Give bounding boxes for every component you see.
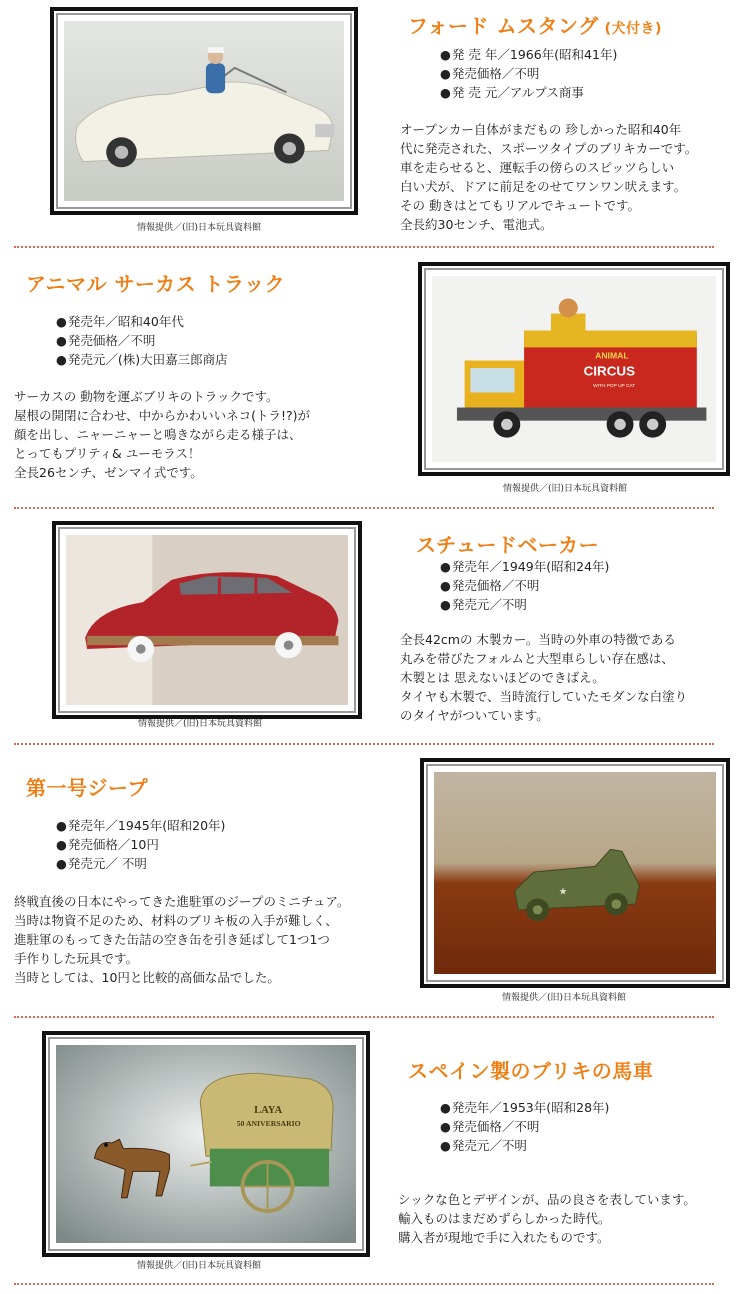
release-year: ● 発売年／昭和40年代 [56, 312, 228, 331]
product-meta-studebaker [440, 557, 609, 614]
desc-line: とってもプリティ& ユーモラス！ [14, 446, 201, 461]
release-maker: ● 発売元／不明 [440, 595, 609, 614]
product-title-circus-truck: アニマル サーカス トラック [26, 272, 286, 296]
product-description-circus-truck [14, 387, 310, 482]
desc-line: のタイヤがついています。 [400, 708, 549, 723]
release-maker: ● 発売元／(株)大田嘉三郎商店 [56, 350, 228, 369]
product-meta-circus-truck [56, 312, 228, 369]
desc-line: オープンカー自体がまだもの 珍しかった昭和40年 [400, 122, 682, 137]
title-suffix: (犬付き) [604, 21, 662, 37]
desc-line: シックな色とデザインが、品の良さを表しています。 [398, 1192, 696, 1207]
release-price: ● 発売価格／10円 [56, 835, 225, 854]
product-photo-frame-jeep [420, 758, 730, 988]
carriage-photo [56, 1045, 356, 1243]
truck-text-animal: ANIMAL [595, 350, 629, 361]
release-price: ● 発売価格／不明 [440, 1117, 609, 1136]
section-divider [14, 1016, 714, 1018]
product-photo-frame-circus-truck [418, 262, 730, 476]
release-year: ● 発 売 年／1966年(昭和41年) [440, 45, 617, 64]
cart-text-laya: LAYA [254, 1104, 283, 1116]
desc-line: 顔を出し、ニャーニャーと鳴きながら走る様子は、 [14, 427, 302, 442]
desc-line: 全長26センチ、ゼンマイ式です。 [14, 465, 203, 480]
desc-line: 代に発売された、スポーツタイプのブリキカーです。 [400, 141, 698, 156]
release-maker: ● 発売元／ 不明 [56, 854, 225, 873]
photo-credit: 情報提供／(旧)日本玩具資料館 [137, 1261, 262, 1271]
release-price: ● 発売価格／不明 [56, 331, 228, 350]
product-meta-carriage [440, 1098, 609, 1155]
release-price: ● 発売価格／不明 [440, 64, 617, 83]
release-year: ● 発売年／1945年(昭和20年) [56, 816, 225, 835]
desc-line: 輸入ものはまだめずらしかった時代。 [398, 1211, 611, 1226]
release-year: ● 発売年／1953年(昭和28年) [440, 1098, 609, 1117]
product-photo-frame-carriage [42, 1031, 370, 1257]
desc-line: その 動きはとてもリアルでキュートです。 [400, 198, 640, 213]
title-text: フォード ムスタング [408, 14, 599, 38]
product-photo-frame-studebaker [52, 521, 362, 719]
desc-line: 購入者が現地で手に入れたものです。 [398, 1230, 610, 1245]
photo-credit: 情報提供／(旧)日本玩具資料館 [502, 993, 627, 1003]
studebaker-photo [66, 535, 348, 705]
product-title-mustang [408, 10, 662, 39]
truck-text-sub: WITH POP UP CAT [593, 383, 636, 389]
section-divider [14, 507, 714, 509]
desc-line: 進駐軍のもってきた缶詰の空き缶を引き延ばして1つ1つ [14, 932, 330, 947]
photo-credit: 情報提供／(旧)日本玩具資料館 [138, 719, 263, 729]
release-year: ● 発売年／1949年(昭和24年) [440, 557, 609, 576]
photo-credit: 情報提供／(旧)日本玩具資料館 [503, 484, 628, 494]
svg-text:★: ★ [558, 886, 568, 898]
photo-credit: 情報提供／(旧)日本玩具資料館 [137, 223, 262, 233]
product-description-jeep [14, 892, 350, 987]
section-divider [14, 1283, 714, 1285]
product-title-jeep: 第一号ジープ [26, 776, 148, 800]
product-meta-jeep [56, 816, 225, 873]
product-photo-frame-mustang [50, 7, 358, 215]
section-divider [14, 246, 714, 248]
product-title-studebaker: スチュードベーカー [416, 533, 600, 557]
desc-line: 全長約30センチ、電池式。 [400, 217, 553, 232]
truck-text-circus: CIRCUS [583, 363, 636, 379]
release-maker: ● 発 売 元／アルプス商事 [440, 83, 617, 102]
cart-text-anniversary: 50 ANIVERSARIO [236, 1119, 301, 1129]
desc-line: タイヤも木製で、当時流行していたモダンな白塗り [400, 689, 688, 704]
desc-line: 当時としては、10円と比較的高価な品でした。 [14, 970, 280, 985]
release-maker: ● 発売元／不明 [440, 1136, 609, 1155]
product-meta-mustang [440, 45, 617, 102]
desc-line: 当時は物資不足のため、材料のブリキ板の入手が難しく、 [14, 913, 338, 928]
mustang-photo [64, 21, 344, 201]
product-description-carriage [398, 1190, 696, 1247]
product-title-carriage: スペイン製のブリキの馬車 [408, 1059, 654, 1083]
desc-line: 車を走らせると、運転手の傍らのスピッツらしい [400, 160, 675, 175]
section-divider [14, 743, 714, 745]
release-price: ● 発売価格／不明 [440, 576, 609, 595]
desc-line: 屋根の開閉に合わせ、中からかわいいネコ(トラ!?)が [14, 408, 311, 423]
product-description-studebaker [400, 630, 687, 725]
desc-line: 手作りした玩具です。 [14, 951, 139, 966]
desc-line: サーカスの 動物を運ぶブリキのトラックです。 [14, 389, 279, 404]
desc-line: 木製とは 思えないほどのできばえ。 [400, 670, 605, 685]
desc-line: 終戦直後の日本にやってきた進駐軍のジープのミニチュア。 [14, 894, 350, 909]
desc-line: 全長42cmの 木製カー。当時の外車の特徴である [400, 632, 676, 647]
jeep-photo [434, 772, 716, 974]
desc-line: 白い犬が、ドアに前足をのせてワンワン吠えます。 [400, 179, 687, 194]
product-description-mustang [400, 120, 697, 234]
circus-truck-photo [432, 276, 716, 462]
desc-line: 丸みを帯びたフォルムと大型車らしい存在感は、 [400, 651, 674, 666]
